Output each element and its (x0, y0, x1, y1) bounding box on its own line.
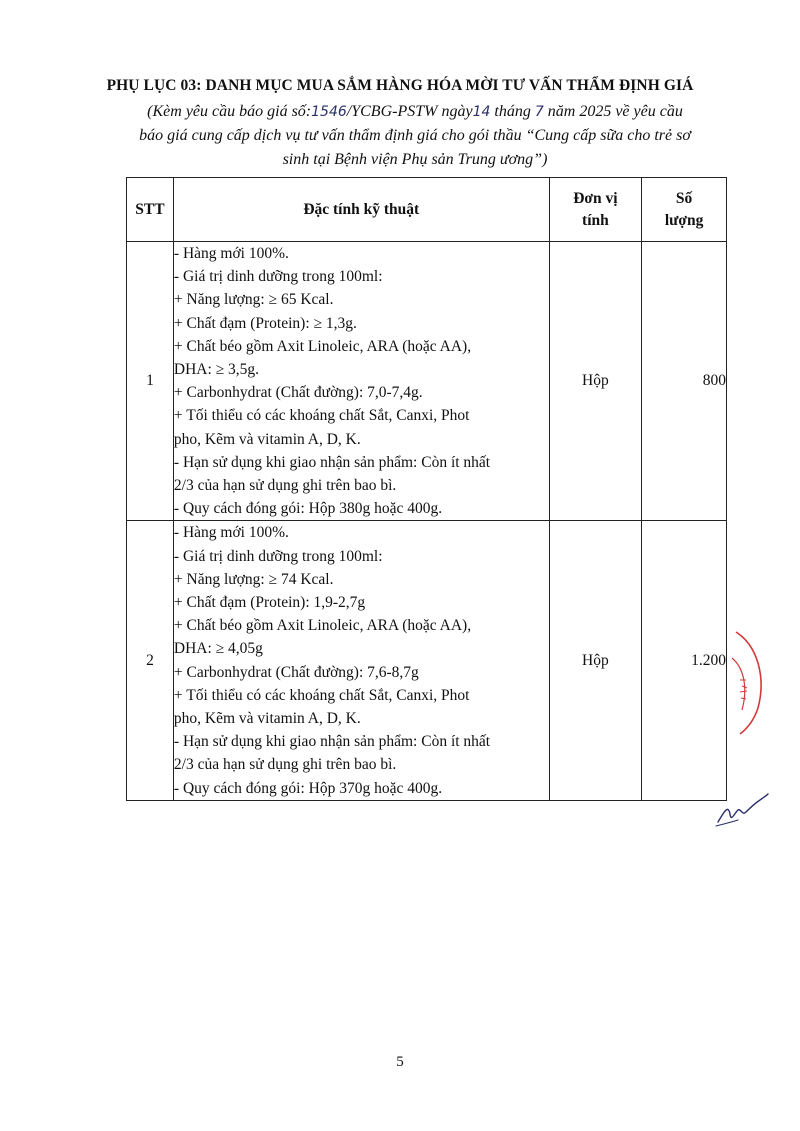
row-spec (173, 521, 549, 800)
row-stt: 2 (127, 521, 174, 800)
spec-line: - Giá trị dinh dưỡng trong 100ml: (173, 547, 383, 565)
subtitle-line1-post: năm 2025 về yêu cầu (543, 103, 683, 120)
header-qty-line1: Số (675, 189, 693, 207)
header-qty (642, 178, 727, 242)
spec-line: pho, Kẽm và vitamin A, D, K. (173, 710, 361, 728)
header-stt: STT (127, 178, 174, 242)
partial-stamp-icon (728, 628, 772, 738)
spec-line: + Carbonhydrat (Chất đường): 7,6-8,7g (173, 663, 419, 681)
header-qty-line2: lượng (664, 211, 704, 229)
row-qty: 1.200 (642, 521, 727, 800)
spec-line: + Tối thiểu có các khoáng chất Sắt, Canxi, Phot (173, 686, 470, 704)
row-stt: 1 (127, 242, 174, 521)
header-unit-line1: Đơn vị (573, 189, 618, 207)
spec-line: - Quy cách đóng gói: Hộp 380g hoặc 400g. (173, 500, 443, 518)
header-unit (549, 178, 642, 242)
spec-line: DHA: ≥ 4,05g (173, 640, 263, 658)
subtitle-line2: báo giá cung cấp dịch vụ tư vấn thẩm định giá cho gói thầu “Cung cấp sữa cho trẻ sơ (139, 127, 691, 144)
spec-line: + Chất đạm (Protein): ≥ 1,3g. (173, 314, 357, 332)
spec-line: 2/3 của hạn sử dụng ghi trên bao bì. (173, 477, 397, 495)
spec-line: + Năng lượng: ≥ 65 Kcal. (173, 291, 334, 309)
signature-stroke (718, 794, 768, 822)
subtitle-line3: sinh tại Bệnh viện Phụ sản Trung ương”) (282, 151, 548, 168)
stamp-inner-arc (732, 658, 745, 710)
spec-line: DHA: ≥ 3,5g. (173, 361, 260, 379)
spec-line: - Giá trị dinh dưỡng trong 100ml: (173, 268, 383, 286)
spec-line: + Năng lượng: ≥ 74 Kcal. (173, 570, 334, 588)
handwritten-doc-number: 1546 (311, 104, 347, 120)
header-unit-line2: tính (582, 211, 609, 229)
spec-line: + Chất đạm (Protein): 1,9-2,7g (173, 594, 366, 612)
row-qty: 800 (642, 242, 727, 521)
header-spec: Đặc tính kỹ thuật (173, 178, 549, 242)
row-spec (173, 242, 549, 521)
page-number: 5 (396, 1054, 404, 1070)
spec-line: + Chất béo gồm Axit Linoleic, ARA (hoặc AA), (173, 617, 472, 635)
spec-line: - Quy cách đóng gói: Hộp 370g hoặc 400g. (173, 779, 443, 797)
spec-line: pho, Kẽm và vitamin A, D, K. (173, 430, 361, 448)
table-row (127, 521, 727, 800)
spec-line: + Tối thiểu có các khoáng chất Sắt, Canxi, Phot (173, 407, 470, 425)
spec-line: - Hạn sử dụng khi giao nhận sản phẩm: Còn ít nhất (173, 453, 491, 471)
row-unit: Hộp (549, 242, 642, 521)
handwritten-month: 7 (534, 104, 544, 120)
spec-line: + Carbonhydrat (Chất đường): 7,0-7,4g. (173, 384, 423, 402)
spec-line: 2/3 của hạn sử dụng ghi trên bao bì. (173, 756, 397, 774)
spec-table (126, 177, 727, 801)
spec-line: - Hàng mới 100%. (173, 245, 289, 262)
table-row (127, 242, 727, 521)
stamp-outer-arc (736, 632, 761, 734)
handwritten-day: 14 (472, 104, 491, 120)
table-header-row (127, 178, 727, 242)
signature-icon (714, 792, 770, 828)
spec-line: - Hạn sử dụng khi giao nhận sản phẩm: Còn ít nhất (173, 733, 491, 751)
subtitle-line1-pre: (Kèm yêu cầu báo giá số: (147, 103, 312, 120)
spec-line: - Hàng mới 100%. (173, 524, 289, 542)
subtitle-month-label: tháng (490, 103, 535, 120)
subtitle-line1-mid: /YCBG-PSTW ngày (346, 103, 473, 120)
page-subtitle (110, 100, 720, 172)
page-title: PHỤ LỤC 03: DANH MỤC MUA SẮM HÀNG HÓA MỜI TƯ VẤN THẨM ĐỊNH GIÁ (106, 77, 694, 94)
spec-line: + Chất béo gồm Axit Linoleic, ARA (hoặc AA), (173, 337, 472, 355)
stamp-marks (740, 680, 747, 699)
row-unit: Hộp (549, 521, 642, 800)
